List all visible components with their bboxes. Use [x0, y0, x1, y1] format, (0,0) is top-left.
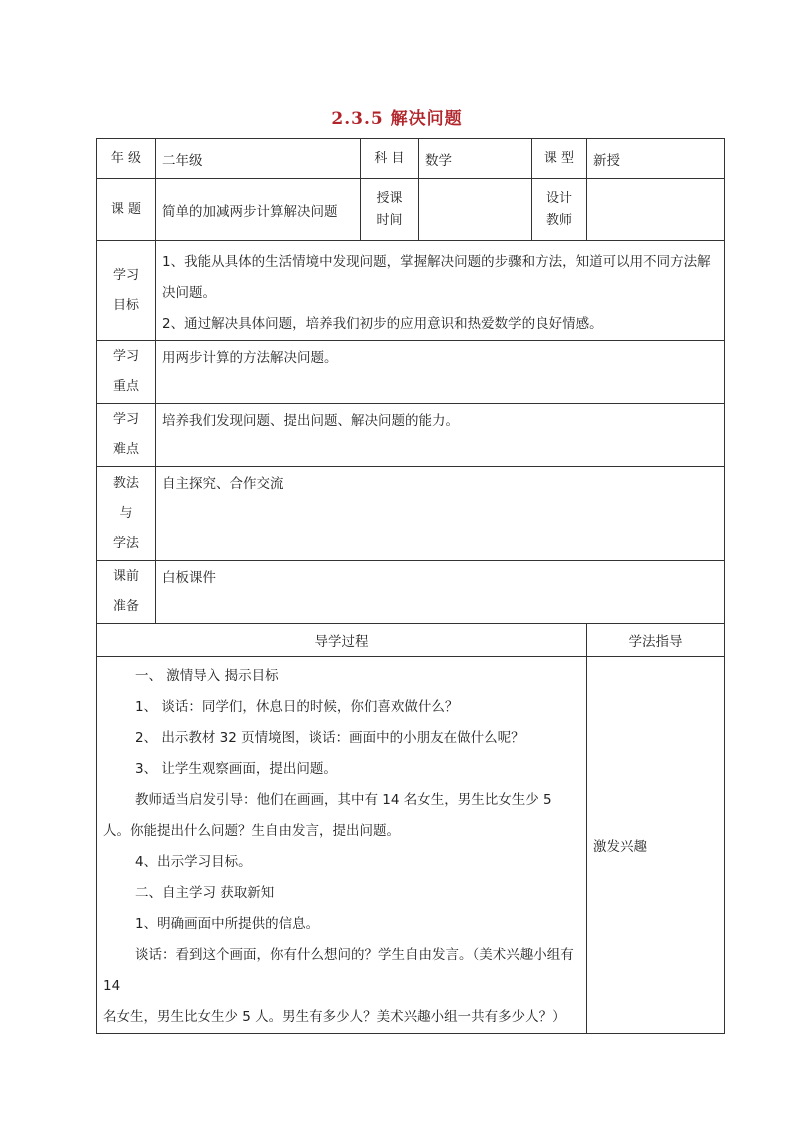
process-line: 2、 出示教材 32 页情境图，谈话：画面中的小朋友在做什么呢？	[135, 730, 525, 746]
methods-label-line-2: 与	[119, 505, 133, 521]
subject-value: 数学	[419, 139, 532, 179]
lesson-plan-table	[96, 138, 725, 1034]
prep-label-line-1: 课前	[112, 569, 139, 584]
process-line: 一、 激情导入 揭示目标	[135, 668, 279, 684]
topic-label: 课 题	[97, 179, 156, 241]
methods-label	[97, 467, 156, 561]
difficulties-row	[97, 404, 725, 467]
process-row	[97, 657, 725, 1034]
teaching-time-value	[419, 179, 532, 241]
process-line: 二、自主学习 获取新知	[135, 885, 275, 901]
methods-label-line-1: 教法	[112, 475, 139, 491]
teaching-time-label-line-1: 授课	[376, 190, 403, 206]
key-points-label	[97, 341, 156, 404]
designer-label	[532, 179, 587, 241]
prep-label-line-2: 准备	[112, 599, 139, 614]
difficulties-label	[97, 404, 156, 467]
guide-header: 学法指导	[587, 624, 725, 657]
topic-value: 简单的加减两步计算解决问题	[156, 179, 361, 241]
key-points-content: 用两步计算的方法解决问题。	[156, 341, 725, 404]
prep-content: 白板课件	[156, 561, 725, 624]
difficulties-label-line-1: 学习	[112, 412, 139, 427]
document-title: 2.3.5 解决问题	[331, 109, 463, 129]
process-header: 导学过程	[97, 624, 587, 657]
process-line: 1、明确画面中所提供的信息。	[135, 916, 320, 932]
goals-row	[97, 241, 725, 341]
methods-row	[97, 467, 725, 561]
goals-label	[97, 241, 156, 341]
methods-content: 自主探究、合作交流	[156, 467, 725, 561]
goals-label-line-2: 目标	[112, 297, 139, 313]
guide-content: 激发兴趣	[587, 657, 725, 1034]
teaching-time-label	[361, 179, 419, 241]
header-row	[97, 139, 725, 179]
prep-label	[97, 561, 156, 624]
key-points-row	[97, 341, 725, 404]
process-content	[97, 657, 587, 1034]
goal-item: 2、通过解决具体问题，培养我们初步的应用意识和热爱数学的良好情感。	[162, 316, 603, 332]
process-line: 3、 让学生观察画面，提出问题。	[135, 761, 337, 777]
process-line: 人。你能提出什么问题？生自由发言，提出问题。	[103, 823, 400, 839]
lesson-type-label: 课 型	[532, 139, 587, 179]
methods-label-line-3: 学法	[112, 535, 139, 551]
process-line: 谈话：看到这个画面，你有什么想问的？学生自由发言。（美术兴趣小组有 14	[103, 947, 574, 994]
process-line: 1、 谈话：同学们，休息日的时候，你们喜欢做什么？	[135, 699, 459, 715]
designer-label-line-2: 教师	[545, 212, 572, 228]
goals-content	[156, 241, 725, 341]
designer-label-line-1: 设计	[545, 190, 572, 206]
difficulties-content: 培养我们发现问题、提出问题、解决问题的能力。	[156, 404, 725, 467]
key-points-label-line-1: 学习	[112, 349, 139, 364]
topic-row	[97, 179, 725, 241]
process-header-row	[97, 624, 725, 657]
goal-item: 1、我能从具体的生活情境中发现问题，掌握解决问题的步骤和方法，知道可以用不同方法解决问题。	[162, 254, 711, 301]
key-points-label-line-2: 重点	[112, 379, 139, 394]
process-line: 名女生，男生比女生少 5 人。男生有多少人？美术兴趣小组一共有多少人？）	[103, 1009, 566, 1025]
subject-label: 科 目	[361, 139, 419, 179]
teaching-time-label-line-2: 时间	[376, 212, 403, 228]
process-line: 教师适当启发引导：他们在画画，其中有 14 名女生，男生比女生少 5	[135, 792, 552, 808]
prep-row	[97, 561, 725, 624]
lesson-type-value: 新授	[587, 139, 725, 179]
difficulties-label-line-2: 难点	[112, 442, 139, 457]
goals-label-line-1: 学习	[112, 267, 139, 283]
grade-label: 年 级	[97, 139, 156, 179]
process-line: 4、出示学习目标。	[135, 854, 252, 870]
grade-value: 二年级	[156, 139, 361, 179]
designer-value	[587, 179, 725, 241]
